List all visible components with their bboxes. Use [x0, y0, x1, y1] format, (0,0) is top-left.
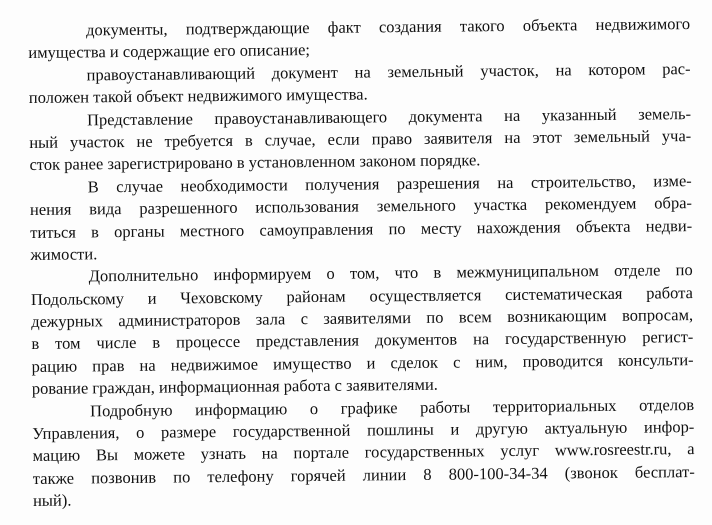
- text-line: рование граждан, информационная работа с заявителями.: [31, 374, 438, 399]
- paragraph: [28, 58, 690, 110]
- text-line: мацию Вы можете узнать на портале государственных услуг www.rosreestr.ru, а: [32, 439, 695, 466]
- text-line: нения вида разрешенного использования земельного участка рекомендуем обра-: [29, 193, 693, 220]
- text-line: Подольскому и Чеховскому районам осуществляется систематическая работа: [30, 282, 693, 309]
- paragraph: [31, 259, 694, 400]
- paragraph: [30, 170, 693, 266]
- text-line: жимости.: [30, 244, 98, 264]
- text-line: ный).: [32, 490, 72, 511]
- text-line: Подробную информацию о графике работы территориальных отделов: [89, 394, 695, 421]
- text-line: титься в органы местного самоуправления по месту нахождения объекта недви-: [30, 215, 693, 242]
- text-line: документы, подтверждающие факт создания такого объекта недвижимого: [86, 14, 691, 40]
- text-line: рацию прав на недвижимое имущество и сделок с ним, проводится консульти-: [31, 349, 694, 376]
- text-line: Представление правоустанавливающего документа на указанный земель-: [86, 103, 692, 129]
- text-line: имущества и содержащие его описание;: [28, 40, 311, 63]
- text-line: В случае необходимости получения разрешения на строительство, изме-: [87, 170, 692, 197]
- text-line: Управления, о размере государственной пошлины и другую актуальную инфор-: [32, 417, 695, 444]
- text-line: также позвонив по телефону горячей линии 8 800-100-34-34 (звонок бесплат-: [32, 461, 695, 488]
- text-line: дежурных администраторов зала с заявителями по всем возникающим вопросам,: [31, 305, 694, 332]
- text-line: в том числе в процессе представления документов на государственную регист-: [31, 327, 694, 354]
- text-line: Дополнительно информируем о том, что в межмуниципальном отделе по: [88, 260, 693, 286]
- paragraph: [32, 394, 695, 513]
- paragraph: [29, 103, 692, 177]
- text-line: сток ранее зарегистрировано в установленном законом порядке.: [29, 150, 481, 175]
- text-line: положен такой объект недвижимого имущества.: [28, 84, 368, 108]
- document-body: [28, 13, 695, 512]
- text-line: ный участок не требуется в случае, если право заявителя на этот земельный уча-: [29, 126, 692, 152]
- paragraph: [28, 13, 690, 65]
- text-line: правоустанавливающий документ на земельный участок, на котором рас-: [86, 58, 691, 85]
